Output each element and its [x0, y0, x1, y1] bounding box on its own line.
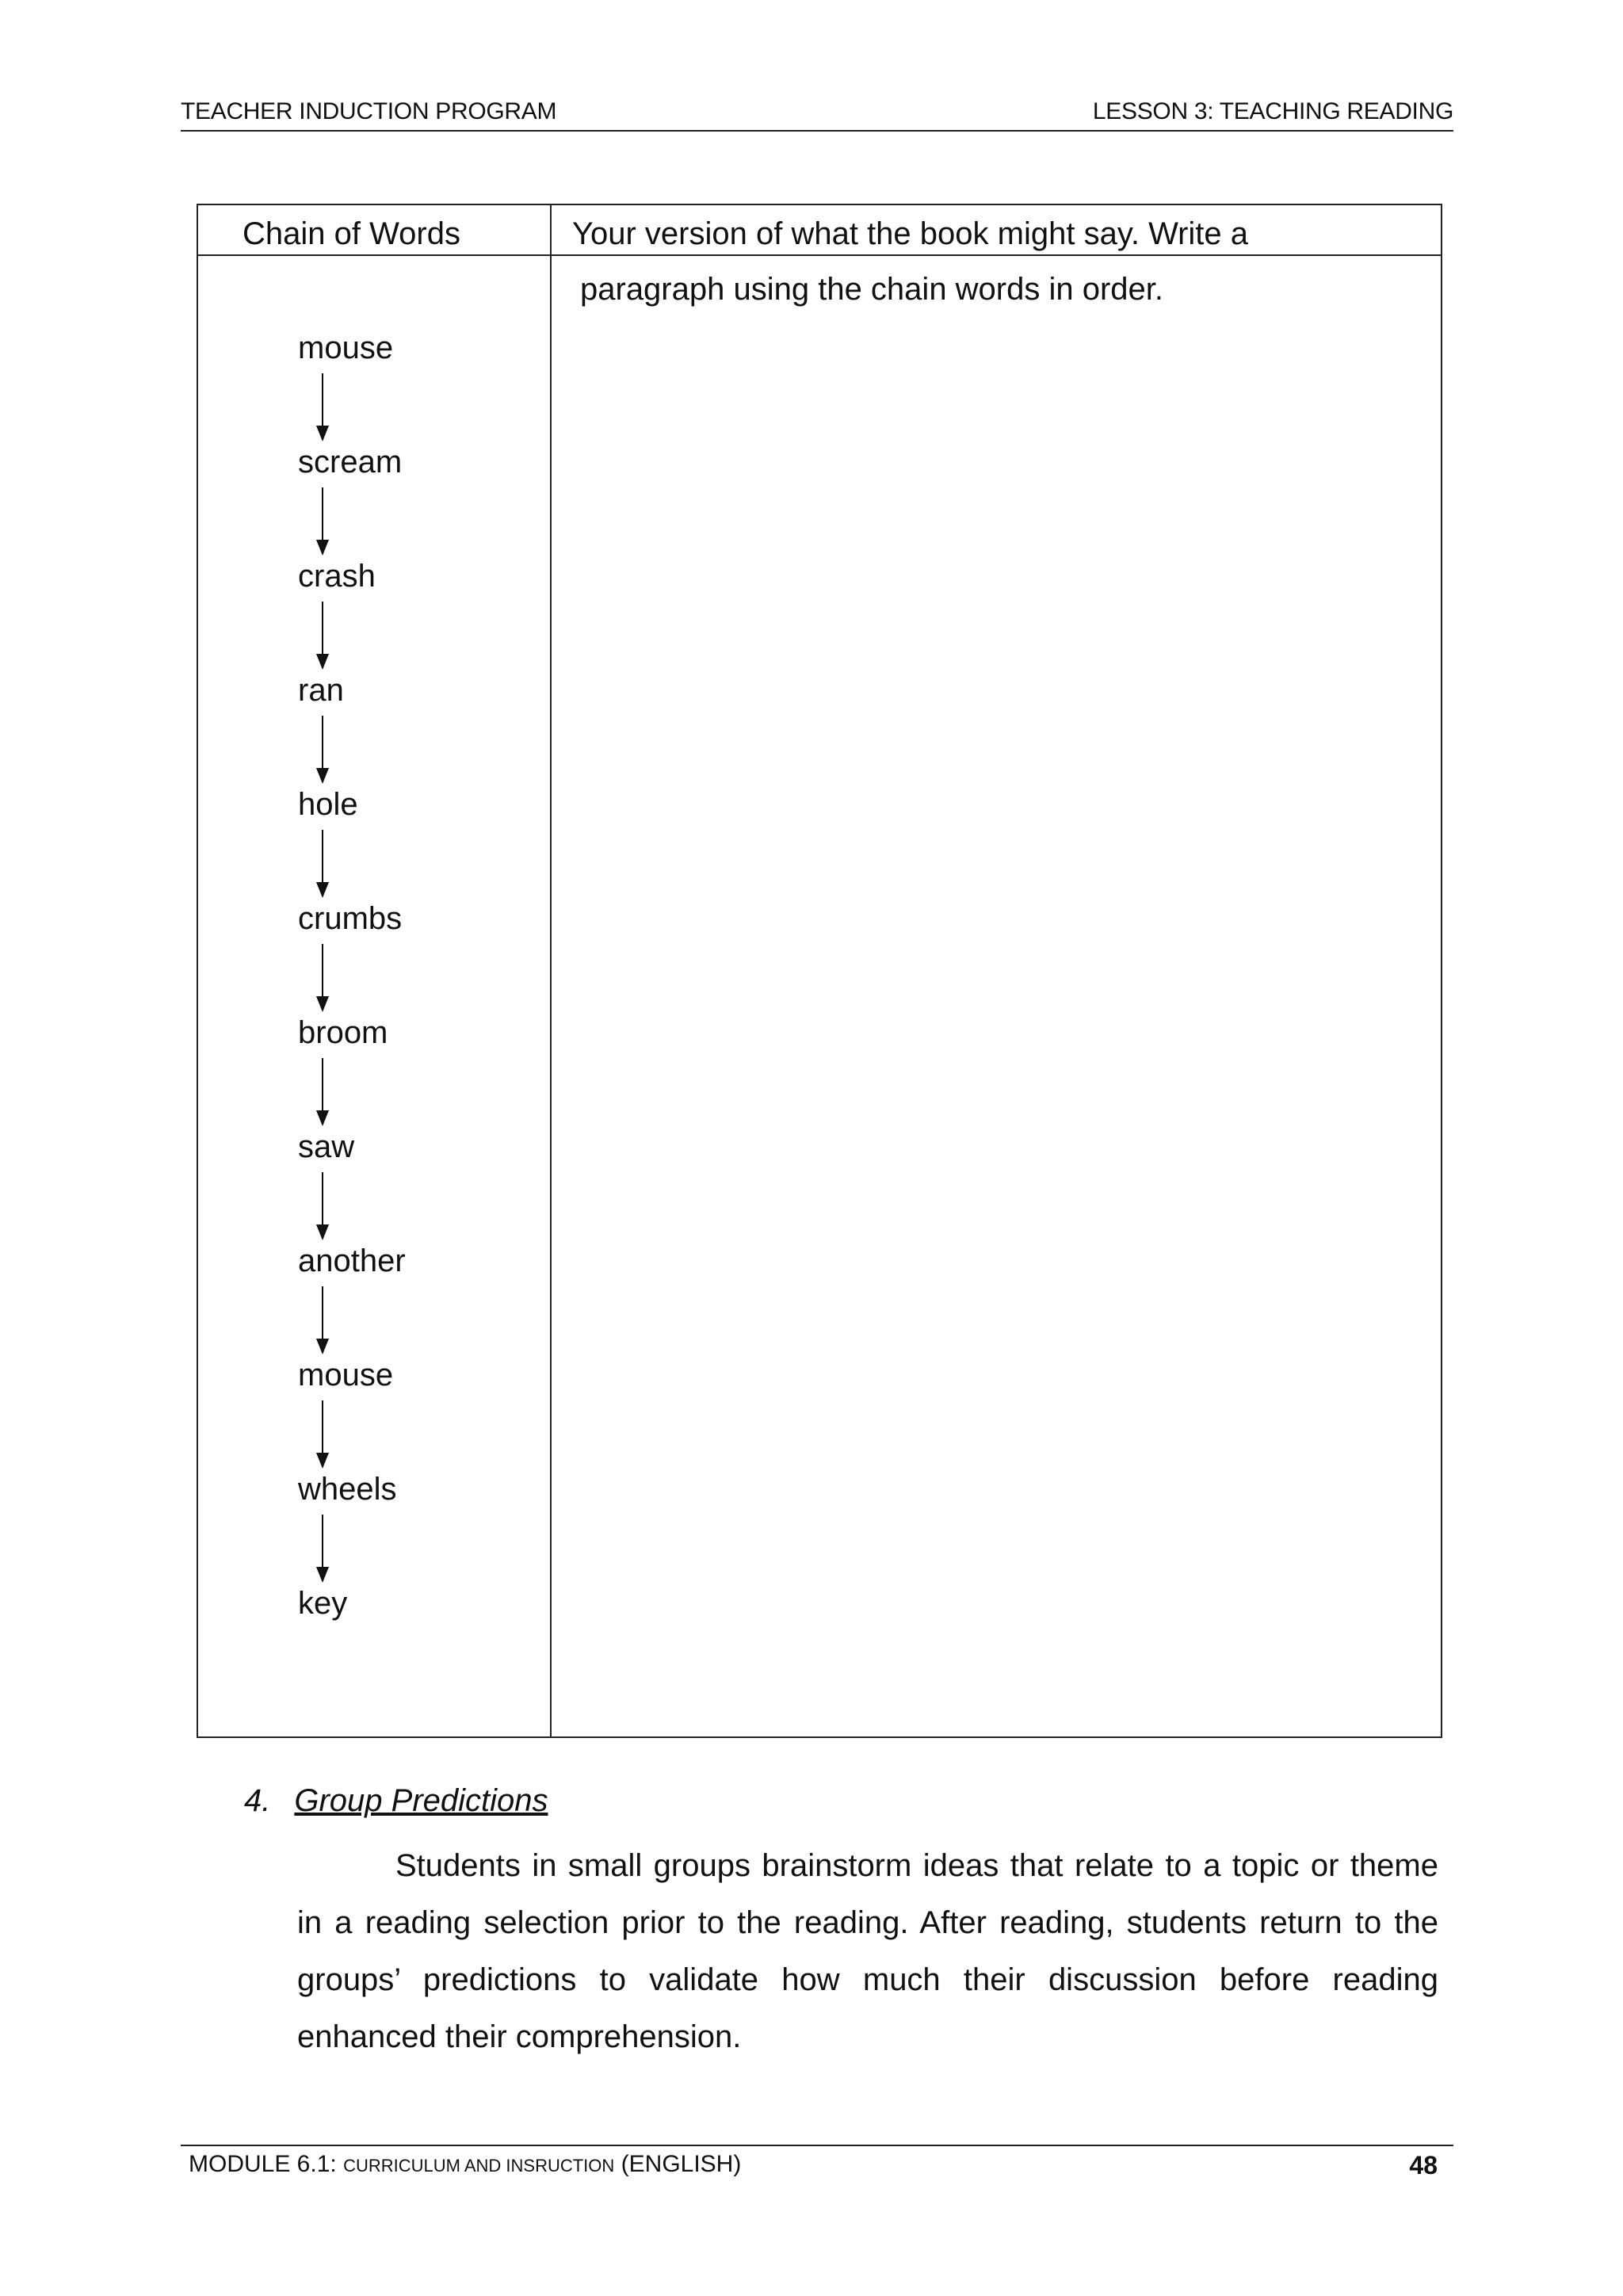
- header-program-title: TEACHER INDUCTION PROGRAM: [181, 98, 557, 124]
- chain-word: saw: [298, 1129, 355, 1164]
- chain-word: hole: [298, 787, 358, 822]
- down-arrow-icon: [314, 487, 331, 556]
- header-row-divider: [198, 254, 1441, 256]
- section-number: 4.: [244, 1783, 271, 1818]
- chain-word: ran: [298, 673, 344, 708]
- chain-word: another: [298, 1244, 406, 1278]
- section-title: Group Predictions: [294, 1783, 548, 1818]
- chain-word: mouse: [298, 330, 394, 365]
- chain-of-words-table: [197, 204, 1442, 1738]
- footer-subject: (ENGLISH): [614, 2151, 742, 2177]
- footer-module-label: [189, 2151, 741, 2178]
- section-heading: [244, 1783, 548, 1819]
- down-arrow-icon: [314, 373, 331, 441]
- chain-word: mouse: [298, 1358, 394, 1392]
- chain-of-words-header: Chain of Words: [242, 216, 460, 251]
- chain-word: crash: [298, 559, 376, 594]
- down-arrow-icon: [314, 1286, 331, 1354]
- chain-word: wheels: [298, 1472, 397, 1507]
- chain-word: crumbs: [298, 901, 403, 936]
- down-arrow-icon: [314, 602, 331, 670]
- page-footer: [181, 2145, 1453, 2186]
- column-divider: [550, 205, 552, 1736]
- section-paragraph: Students in small groups brainstorm ideas that relate to a topic or theme in a reading selection prior to the reading. After reading, students return to the groups’ predictions to validate how much their discussion before reading enhanced their comprehension.: [297, 1848, 1438, 2054]
- footer-course: CURRICULUM AND INSRUCTION: [343, 2156, 615, 2176]
- down-arrow-icon: [314, 1515, 331, 1583]
- down-arrow-icon: [314, 830, 331, 898]
- header-lesson-title: LESSON 3: TEACHING READING: [1092, 98, 1453, 124]
- footer-module: MODULE 6.1:: [189, 2151, 344, 2177]
- down-arrow-icon: [314, 1400, 331, 1469]
- down-arrow-icon: [314, 1172, 331, 1240]
- down-arrow-icon: [314, 716, 331, 784]
- chain-word: key: [298, 1586, 348, 1621]
- down-arrow-icon: [314, 1058, 331, 1126]
- page-header: [181, 95, 1453, 132]
- chain-word: scream: [298, 445, 403, 479]
- chain-word: broom: [298, 1015, 388, 1050]
- page-number: 48: [1409, 2151, 1438, 2179]
- down-arrow-icon: [314, 944, 331, 1012]
- your-version-header: Your version of what the book might say. Write a: [572, 216, 1249, 251]
- your-version-header-continued: paragraph using the chain words in order.: [580, 272, 1164, 307]
